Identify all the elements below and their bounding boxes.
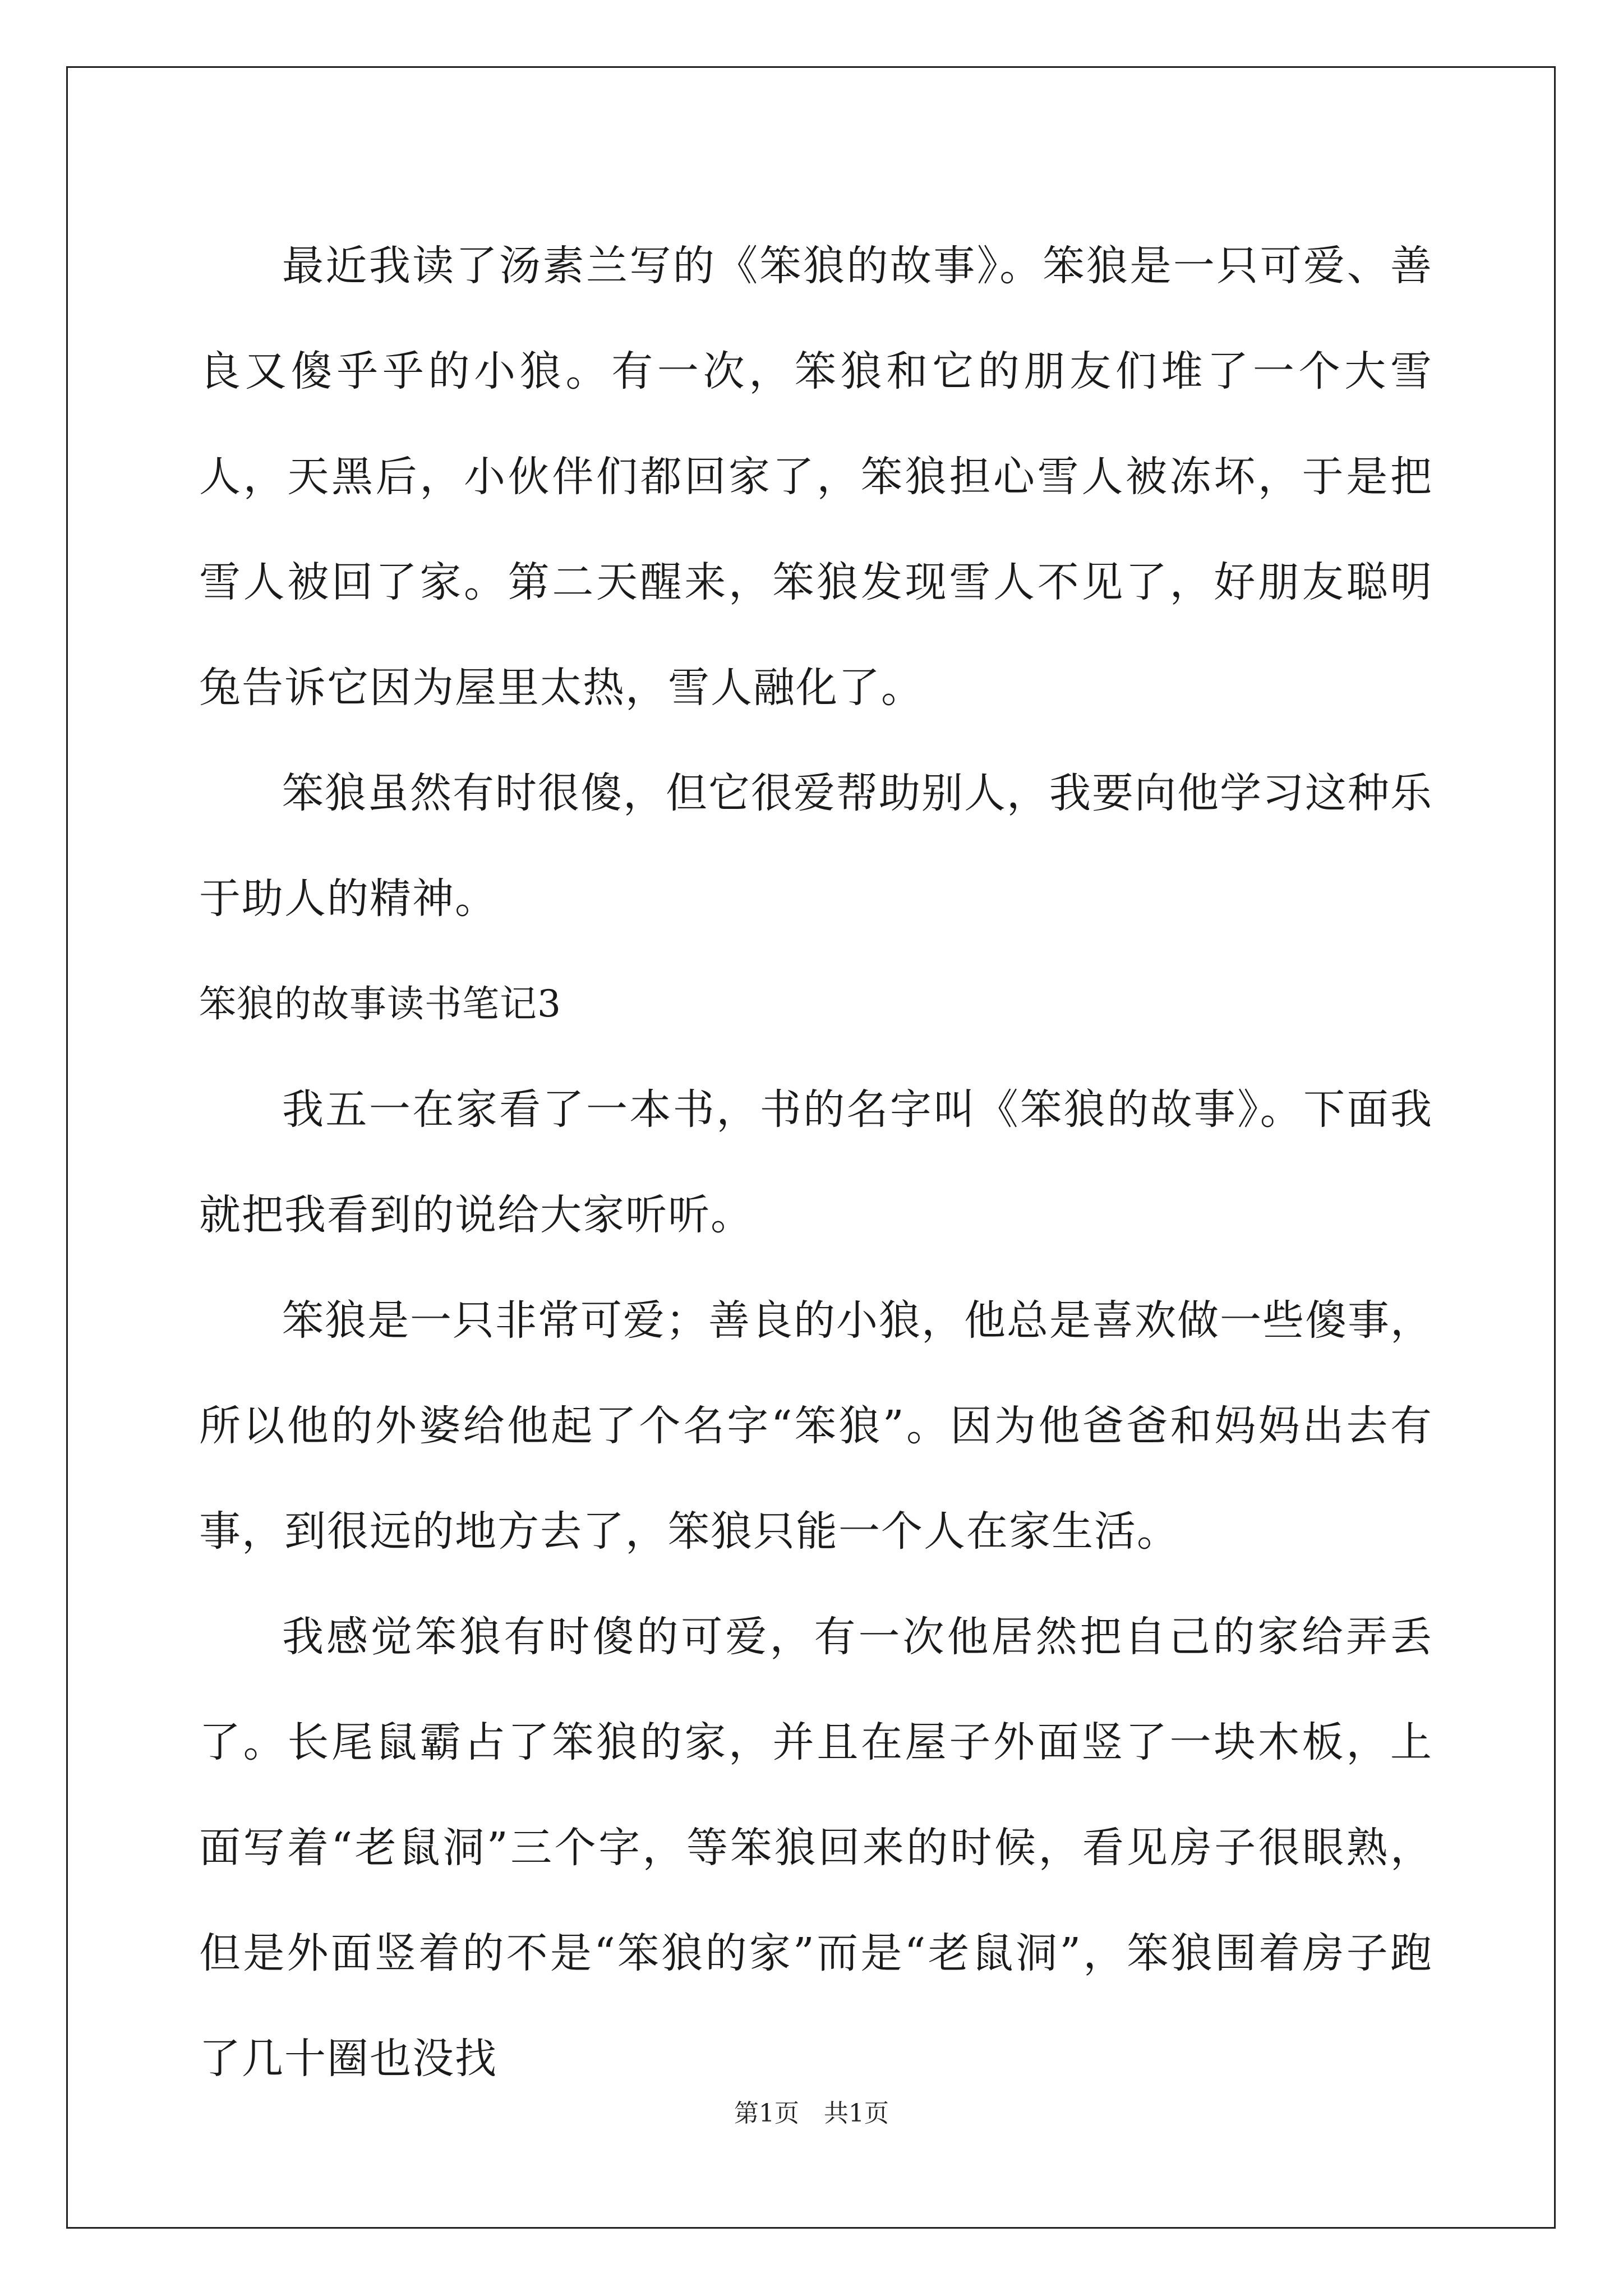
section-heading: 笨狼的故事读书笔记3 bbox=[199, 982, 561, 1025]
paragraph-2: 笨狼虽然有时很傻，但它很爱帮助别人，我要向他学习这种乐于助人的精神。 bbox=[199, 769, 1433, 923]
page-total: 共1页 bbox=[824, 2099, 889, 2128]
paragraph-5: 我感觉笨狼有时傻的可爱，有一次他居然把自己的家给弄丢了。长尾鼠霸占了笨狼的家，并且在屋子外面竖了一块木板，上面写着“老鼠洞”三个字，等笨狼回来的时候，看见房子很眼熟，但是外面竖着的不是“笨狼的家”而是“老鼠洞”，笨狼围着房子跑了几十圈也没找 bbox=[199, 1613, 1433, 2083]
page-footer bbox=[0, 2097, 1623, 2131]
paragraph-1: 最近我读了汤素兰写的《笨狼的故事》。笨狼是一只可爱、善良又傻乎乎的小狼。有一次，笨狼和它的朋友们堆了一个大雪人，天黑后，小伙伴们都回家了，笨狼担心雪人被冻坏，于是把雪人被回了家。第二天醒来，笨狼发现雪人不见了，好朋友聪明兔告诉它因为屋里太热，雪人融化了。 bbox=[199, 242, 1433, 712]
document-body bbox=[199, 213, 1433, 2111]
page-number: 第1页 bbox=[734, 2099, 799, 2128]
paragraph-3: 我五一在家看了一本书，书的名字叫《笨狼的故事》。下面我就把我看到的说给大家听听。 bbox=[199, 1085, 1433, 1239]
paragraph-4: 笨狼是一只非常可爱；善良的小狼，他总是喜欢做一些傻事，所以他的外婆给他起了个名字“笨狼”。因为他爸爸和妈妈出去有事，到很远的地方去了，笨狼只能一个人在家生活。 bbox=[199, 1296, 1433, 1556]
